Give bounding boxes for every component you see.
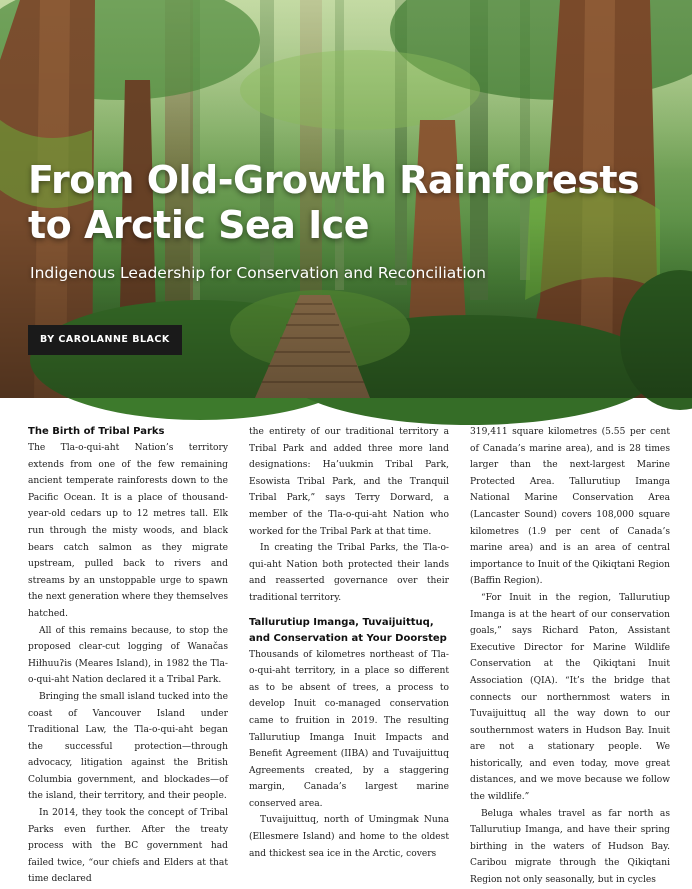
article-column-3 bbox=[470, 424, 670, 889]
author-byline: BY CAROLANNE BLACK bbox=[28, 325, 182, 355]
article-column-2 bbox=[249, 424, 449, 862]
paragraph: “For Inuit in the region, Tallurutiup Imanga is at the heart of our conservation goals,” says Richard Paton, Assistant Executive Director for Marine Wildlife Conservation at the Qikiqtani Inuit Association (QIA). “It’s the bridge that connects our northernmost waters in Tuvaijuittuq all the way down to our southernmost waters in Hudson Bay. Inuit are not a stationary people. We historically, and even today, move great distances, and we move because we follow the wildlife.” bbox=[470, 592, 670, 803]
title-line-1: From Old-Growth Rainforests bbox=[28, 158, 640, 202]
paragraph: Bringing the small island tucked into the coast of Vancouver Island under Traditional Law, the Tla-o-qui-aht began the successful protection—through advocacy, litigation against the British Columbia government, and blockades—of the island, their territory, and their people. bbox=[28, 691, 228, 802]
paragraph: Tuvaijuittuq, north of Umingmak Nuna (Ellesmere Island) and home to the oldest and thickest sea ice in the Arctic, covers bbox=[249, 815, 449, 859]
section-heading: The Birth of Tribal Parks bbox=[28, 426, 165, 437]
section-heading: Tallurutiup Imanga, Tuvaijuittuq, and Conservation at Your Doorstep bbox=[249, 616, 447, 644]
hero-banner bbox=[0, 0, 692, 398]
paragraph: 319,411 square kilometres (5.55 per cent of Canada’s marine area), and is 28 times larger than the next-largest Marine Protected Area. Tallurutiup Imanga National Marine Conservation Area (Lancaster Sound) covers 108,000 square kilometres (1.9 per cent of Canada’s marine area) and is an area of central importance to Inuit of the Qikiqtani Region (Baffin Region). bbox=[470, 427, 670, 587]
paragraph: In 2014, they took the concept of Tribal Parks even further. After the treaty process with the BC government had failed twice, “our chiefs and Elders at that time declared bbox=[28, 808, 228, 885]
article-body bbox=[28, 424, 674, 886]
title-line-2: to Arctic Sea Ice bbox=[28, 203, 370, 247]
paragraph: All of this remains because, to stop the proposed clear-cut logging of Wanačas Hiłhuuʔis (Meares Island), in 1982 the Tla-o-qui-aht Nation declared it a Tribal Park. bbox=[28, 625, 228, 686]
paragraph: In creating the Tribal Parks, the Tla-o-qui-aht Nation both protected their lands and reasserted governance over their traditional territory. bbox=[249, 543, 449, 603]
article-subtitle: Indigenous Leadership for Conservation and Reconciliation bbox=[30, 264, 486, 282]
article-title bbox=[28, 158, 668, 248]
paragraph: Beluga whales travel as far north as Tallurutiup Imanga, and have their spring birthing in the waters of Hudson Bay. Caribou migrate through the Qikiqtani Region not only seasonally, but in cycles bbox=[470, 808, 670, 886]
paragraph: The Tla-o-qui-aht Nation’s territory extends from one of the few remaining ancient temperate rainforests down to the Pacific Ocean. It is a place of thousand-year-old cedars up to 12 metres tall. Elk run through the misty woods, and black bears catch salmon as they migrate upstream, pulled back to rivers and streams by an unstoppable urge to spawn the next generation where they themselves hatched. bbox=[28, 443, 228, 619]
paragraph: the entirety of our traditional territory a Tribal Park and added three more land designations: Ha’uukmin Tribal Park, Esowista Tribal Park, and the Tranquil Tribal Park,” says Terry Dorward, a member of the Tla-o-qui-aht Nation who worked for the Tribal Park at that time. bbox=[249, 427, 449, 537]
article-column-1 bbox=[28, 424, 228, 888]
paragraph: Thousands of kilometres northeast of Tla-o-qui-aht territory, in a place so different as to be absent of trees, a process to develop Inuit co-managed conservation came to fruition in 2019. The resulting Tallurutiup Imanga Inuit Impacts and Benefit Agreement (IIBA) and Tuvaijuittuq Agreements created, by a staggering margin, Canada’s largest marine conserved area. bbox=[249, 649, 449, 809]
